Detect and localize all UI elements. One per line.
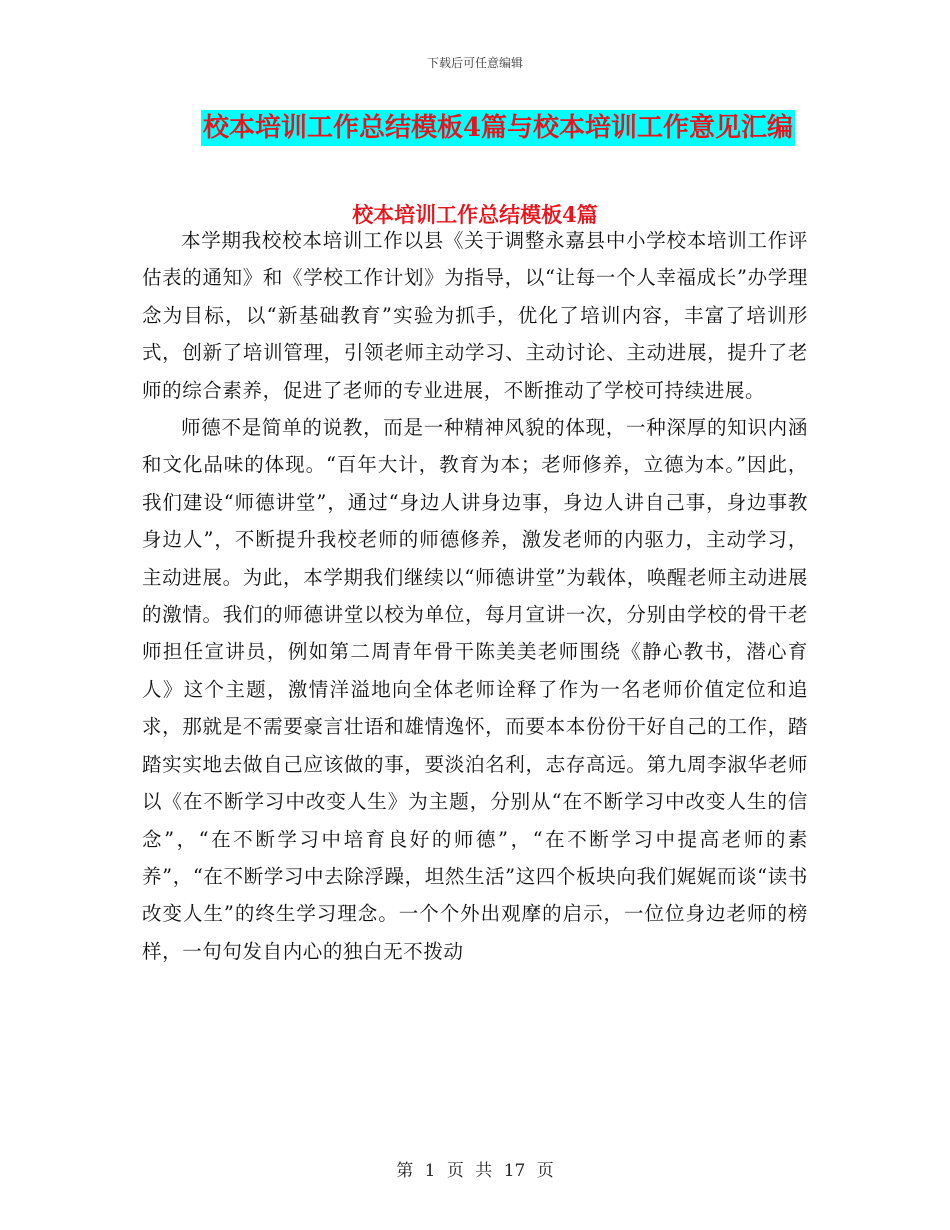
main-title: 校本培训工作总结模板4篇与校本培训工作意见汇编 bbox=[201, 110, 795, 146]
document-body bbox=[142, 222, 808, 970]
body-paragraph: 师德不是简单的说教，而是一种精神风貌的体现，一种深厚的知识内涵和文化品味的体现。“百年大计，教育为本；老师修养，立德为本。”因此，我们建设“师德讲堂”，通过“身边人讲身边事，身边人讲自己事，身边事教身边人”，不断提升我校老师的师德修养，激发老师的内驱力，主动学习，主动进展。为此，本学期我们继续以“师德讲堂”为载体，唤醒老师主动进展的激情。我们的师德讲堂以校为单位，每月宣讲一次，分别由学校的骨干老师担任宣讲员，例如第二周青年骨干陈美美老师围绕《静心教书，潜心育人》这个主题，激情洋溢地向全体老师诠释了作为一名老师价值定位和追求，那就是不需要豪言壮语和雄情逸怀，而要本本份份干好自己的工作，踏踏实实地去做自己应该做的事，要淡泊名利，志存高远。第九周李淑华老师以《在不断学习中改变人生》为主题，分别从“在不断学习中改变人生的信念”，“在不断学习中培育良好的师德”，“在不断学习中提高老师的素养”，“在不断学习中去除浮躁，坦然生活”这四个板块向我们娓娓而谈“读书改变人生”的终生学习理念。一个个外出观摩的启示，一位位身边老师的榜样，一句句发自内心的独白无不拨动 bbox=[142, 416, 808, 963]
section-title: 校本培训工作总结模板4篇 bbox=[352, 202, 598, 227]
page-header-note: 下载后可任意编辑 bbox=[426, 56, 523, 70]
body-paragraph: 本学期我校校本培训工作以县《关于调整永嘉县中小学校本培训工作评估表的通知》和《学校工作计划》为指导，以“让每一个人幸福成长”办学理念为目标，以“新基础教育”实验为抓手，优化了培训内容，丰富了培训形式，创新了培训管理，引领老师主动学习、主动讨论、主动进展，提升了老师的综合素养，促进了老师的专业进展，不断推动了学校可持续进展。 bbox=[142, 229, 808, 402]
page-number-footer: 第 1 页 共 17 页 bbox=[396, 1161, 554, 1181]
main-title-container bbox=[0, 110, 950, 146]
